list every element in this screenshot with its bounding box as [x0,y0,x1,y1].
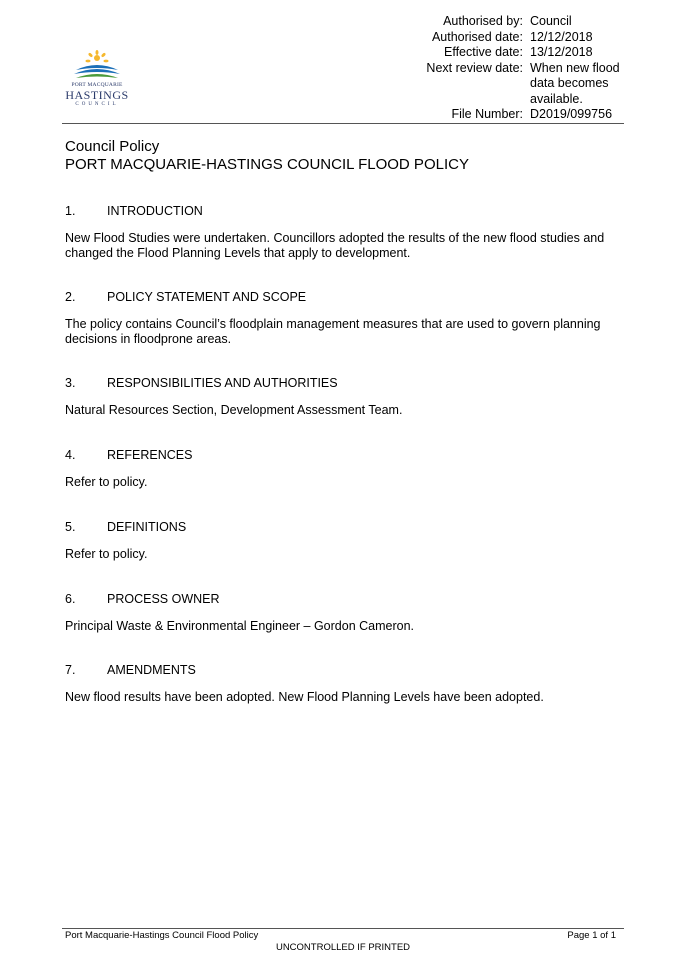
meta-label: Authorised by: [443,14,523,28]
document-metadata [380,14,630,123]
section-number: 4. [65,448,76,462]
section-amendments [65,663,625,705]
section-title: PROCESS OWNER [107,592,220,606]
section-body: Refer to policy. [65,547,148,561]
meta-value: D2019/099756 [530,107,613,121]
logo-line3: COUNCIL [75,102,119,107]
meta-label: Next review date: [426,60,523,75]
section-number: 3. [65,376,76,390]
meta-label: Effective date: [444,45,523,59]
section-heading [65,290,625,304]
footer-document-name: Port Macquarie-Hastings Council Flood Policy [65,930,259,941]
section-references [65,448,625,490]
section-heading [65,376,625,390]
section-body: Principal Waste & Environmental Engineer – Gordon Cameron. [65,619,415,633]
header-divider [62,123,624,124]
logo-line2: HASTINGS [65,88,129,102]
section-body: Natural Resources Section, Development Assessment Team. [65,403,403,417]
section-heading [65,520,625,534]
section-body: New Flood Studies were undertaken. Councillors adopted the results of the new flood studies and changed the Flood Planning Levels that apply to development. [65,231,605,260]
footer-uncontrolled-notice: UNCONTROLLED IF PRINTED [275,942,411,953]
meta-row-authorised-by [380,14,630,30]
section-policy-statement [65,290,625,347]
section-heading [65,448,625,462]
policy-title: PORT MACQUARIE-HASTINGS COUNCIL FLOOD POLICY [65,156,469,173]
section-number: 5. [65,520,76,534]
meta-value: When new flood data becomes available. [530,60,620,106]
sun-wave-icon [62,50,132,84]
section-title: DEFINITIONS [107,520,187,534]
section-heading [65,592,625,606]
section-number: 7. [65,663,76,677]
meta-row-effective-date [380,45,630,61]
section-title: POLICY STATEMENT AND SCOPE [107,290,307,304]
meta-value: Council [530,14,572,28]
meta-row-next-review-date [380,61,630,108]
section-title: AMENDMENTS [107,663,196,677]
meta-row-file-number [380,107,630,123]
section-number: 6. [65,592,76,606]
section-title: RESPONSIBILITIES AND AUTHORITIES [107,376,338,390]
section-heading [65,204,625,218]
section-title: REFERENCES [107,448,193,462]
footer-divider [62,928,624,929]
meta-label: File Number: [451,107,523,121]
document-type-title: Council Policy [65,138,160,155]
section-body: New flood results have been adopted. New Flood Planning Levels have been adopted. [65,690,544,704]
section-process-owner [65,592,625,634]
meta-value: 12/12/2018 [530,29,593,44]
section-body: The policy contains Council’s floodplain management measures that are used to govern planning decisions in floodprone areas. [65,317,601,346]
section-number: 1. [65,204,76,218]
logo-text [64,82,130,108]
footer-page-number: Page 1 of 1 [567,930,616,941]
section-responsibilities [65,376,625,418]
section-heading [65,663,625,677]
section-number: 2. [65,290,76,304]
meta-label: Authorised date: [431,29,523,44]
meta-value: 13/12/2018 [530,45,593,59]
section-introduction [65,204,625,261]
section-body: Refer to policy. [65,475,148,489]
meta-row-authorised-date [380,30,630,46]
logo-line1: PORT MACQUARIE [71,82,123,88]
section-title: INTRODUCTION [107,204,203,218]
section-definitions [65,520,625,562]
